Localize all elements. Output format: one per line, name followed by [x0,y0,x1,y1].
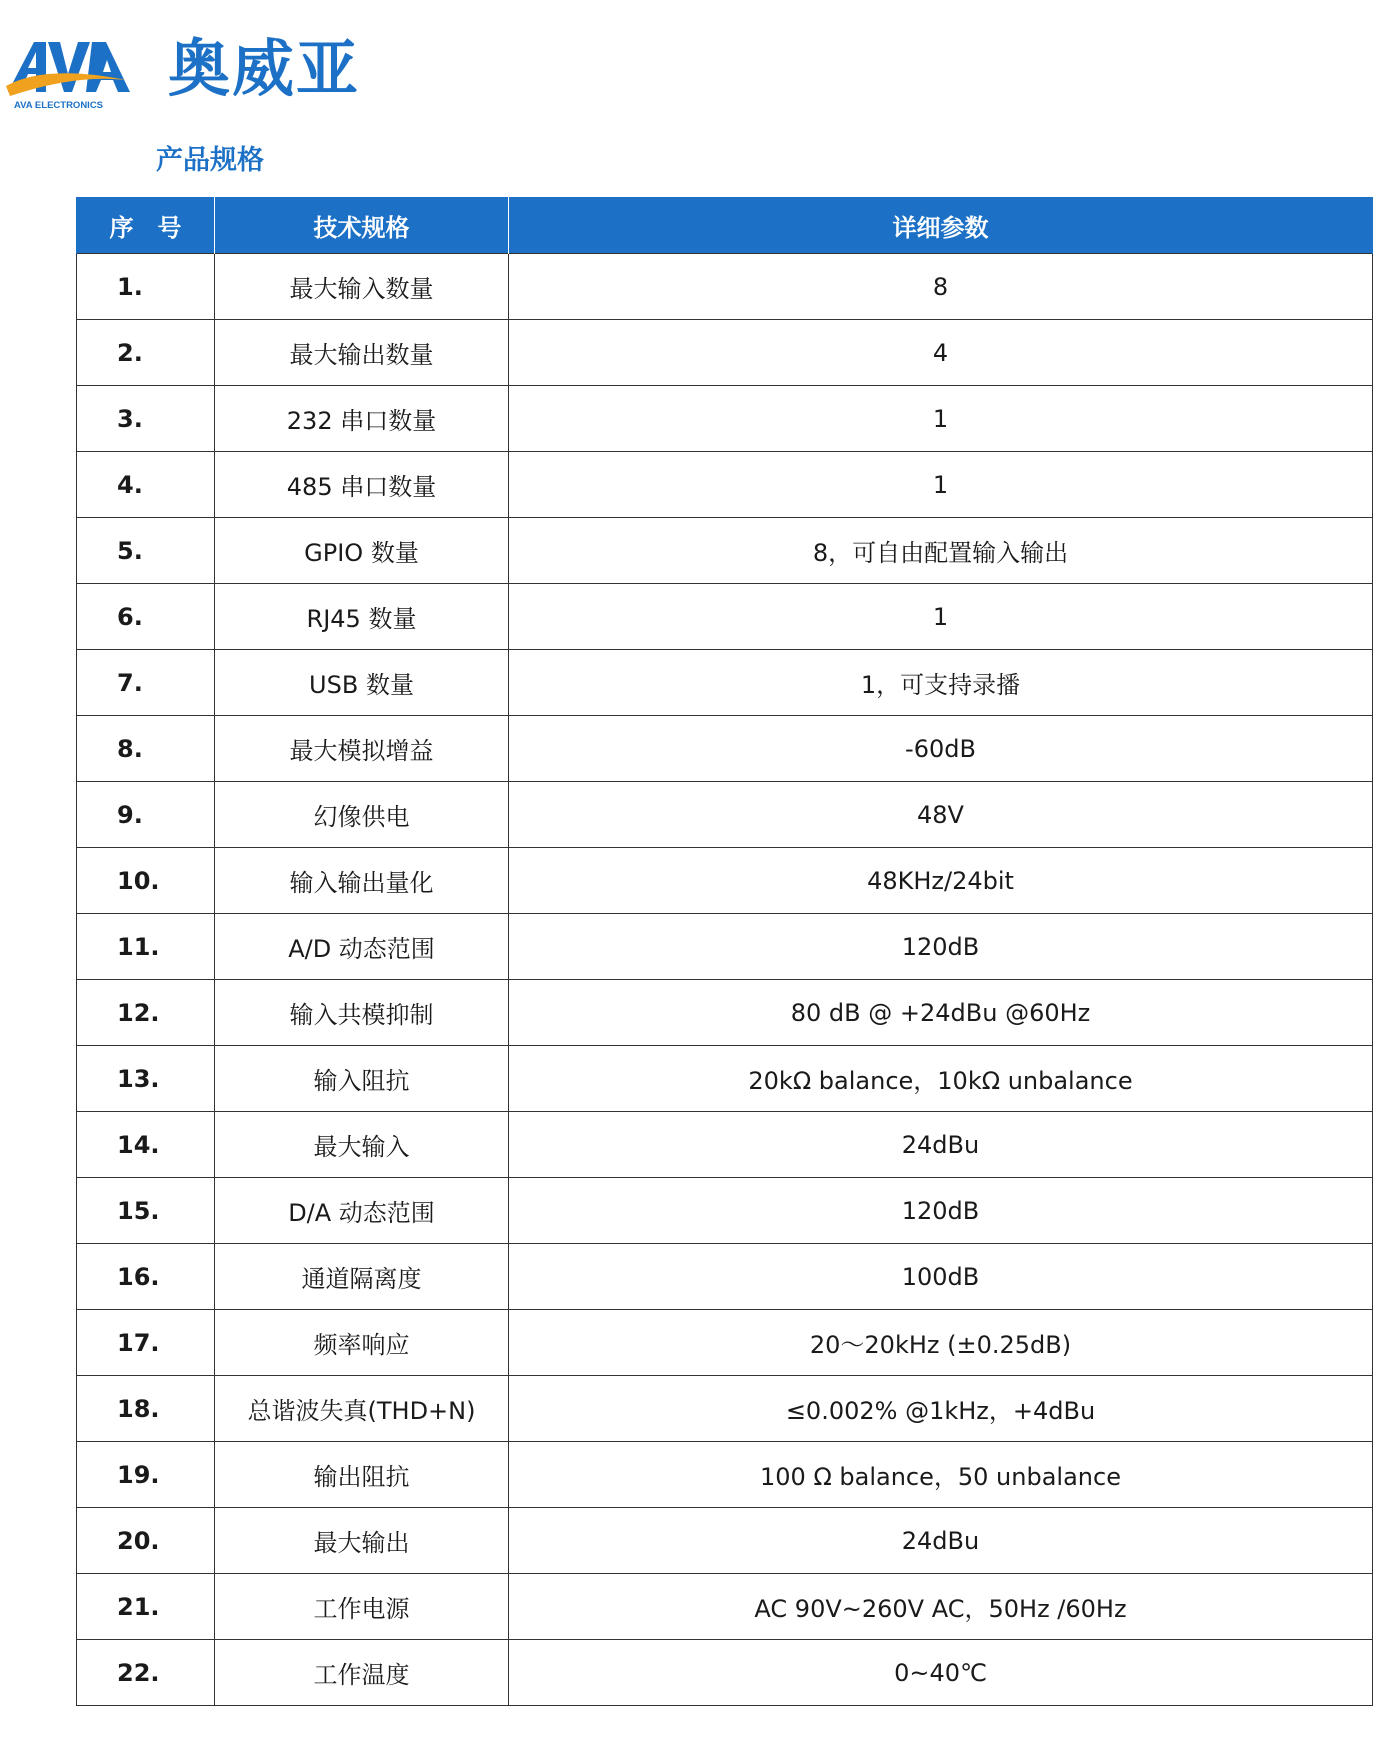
row-spec-value: 100 Ω balance，50 unbalance [509,1442,1373,1508]
row-spec-name: USB 数量 [215,650,509,716]
row-spec-value: 1 [509,386,1373,452]
row-index: 8. [77,716,215,782]
table-row [77,1508,1373,1574]
row-index: 7. [77,650,215,716]
table-row [77,1244,1373,1310]
brand-name: 奥威亚 [168,32,361,105]
row-spec-value: 4 [509,320,1373,386]
row-spec-name: 工作温度 [215,1640,509,1706]
header-spec: 技术规格 [215,197,509,254]
table-row [77,1310,1373,1376]
row-index: 12. [77,980,215,1046]
table-row [77,518,1373,584]
row-index: 2. [77,320,215,386]
row-spec-name: 485 串口数量 [215,452,509,518]
row-spec-name: A/D 动态范围 [215,914,509,980]
row-spec-name: 输入阻抗 [215,1046,509,1112]
row-index: 10. [77,848,215,914]
row-index: 9. [77,782,215,848]
table-row [77,716,1373,782]
row-spec-value: 20kΩ balance，10kΩ unbalance [509,1046,1373,1112]
table-row [77,1112,1373,1178]
row-index: 17. [77,1310,215,1376]
row-spec-value: 100dB [509,1244,1373,1310]
row-index: 5. [77,518,215,584]
header-value: 详细参数 [509,197,1373,254]
table-row [77,584,1373,650]
row-spec-value: 48KHz/24bit [509,848,1373,914]
table-row [77,1574,1373,1640]
logo-mark [6,42,130,96]
table-row [77,980,1373,1046]
row-index: 22. [77,1640,215,1706]
table-body [77,254,1373,1706]
row-spec-value: 0~40℃ [509,1640,1373,1706]
table-row [77,1178,1373,1244]
row-spec-value: AC 90V~260V AC，50Hz /60Hz [509,1574,1373,1640]
row-spec-value: 80 dB @ +24dBu @60Hz [509,980,1373,1046]
table-row [77,650,1373,716]
row-spec-value: 1 [509,452,1373,518]
row-spec-value: 1，可支持录播 [509,650,1373,716]
row-spec-name: 最大模拟增益 [215,716,509,782]
row-spec-name: 总谐波失真(THD+N) [215,1376,509,1442]
table-row [77,914,1373,980]
row-spec-name: D/A 动态范围 [215,1178,509,1244]
row-spec-name: 输出阻抗 [215,1442,509,1508]
row-index: 13. [77,1046,215,1112]
row-index: 14. [77,1112,215,1178]
row-spec-value: -60dB [509,716,1373,782]
header-index: 序 号 [77,197,215,254]
row-spec-value: 1 [509,584,1373,650]
row-spec-name: GPIO 数量 [215,518,509,584]
table-row [77,1442,1373,1508]
row-index: 4. [77,452,215,518]
row-spec-value: 48V [509,782,1373,848]
row-index: 11. [77,914,215,980]
table-row [77,1640,1373,1706]
row-index: 18. [77,1376,215,1442]
row-spec-name: 频率响应 [215,1310,509,1376]
row-spec-name: 幻像供电 [215,782,509,848]
row-spec-value: 20～20kHz (±0.25dB) [509,1310,1373,1376]
row-index: 6. [77,584,215,650]
table-row [77,320,1373,386]
row-spec-name: 最大输出数量 [215,320,509,386]
row-spec-value: 8，可自由配置输入输出 [509,518,1373,584]
row-index: 20. [77,1508,215,1574]
table-row [77,254,1373,320]
row-spec-value: ≤0.002% @1kHz，+4dBu [509,1376,1373,1442]
table-row [77,782,1373,848]
row-spec-name: 输入输出量化 [215,848,509,914]
row-spec-name: RJ45 数量 [215,584,509,650]
row-index: 15. [77,1178,215,1244]
table-row [77,1046,1373,1112]
spec-table [76,197,1373,1706]
row-spec-name: 最大输出 [215,1508,509,1574]
row-spec-name: 输入共模抑制 [215,980,509,1046]
row-spec-name: 最大输入数量 [215,254,509,320]
table-row [77,452,1373,518]
row-spec-value: 24dBu [509,1508,1373,1574]
row-index: 3. [77,386,215,452]
table-header-row [77,197,1373,254]
row-spec-value: 120dB [509,914,1373,980]
row-spec-name: 最大输入 [215,1112,509,1178]
row-spec-name: 工作电源 [215,1574,509,1640]
table-row [77,1376,1373,1442]
table-row [77,848,1373,914]
row-spec-value: 8 [509,254,1373,320]
section-title: 产品规格 [156,145,264,176]
row-index: 21. [77,1574,215,1640]
row-index: 16. [77,1244,215,1310]
row-index: 1. [77,254,215,320]
logo-subtext: AVA ELECTRONICS [14,100,104,111]
row-spec-name: 通道隔离度 [215,1244,509,1310]
company-logo [6,34,136,112]
row-spec-value: 120dB [509,1178,1373,1244]
row-spec-name: 232 串口数量 [215,386,509,452]
table-row [77,386,1373,452]
row-index: 19. [77,1442,215,1508]
row-spec-value: 24dBu [509,1112,1373,1178]
